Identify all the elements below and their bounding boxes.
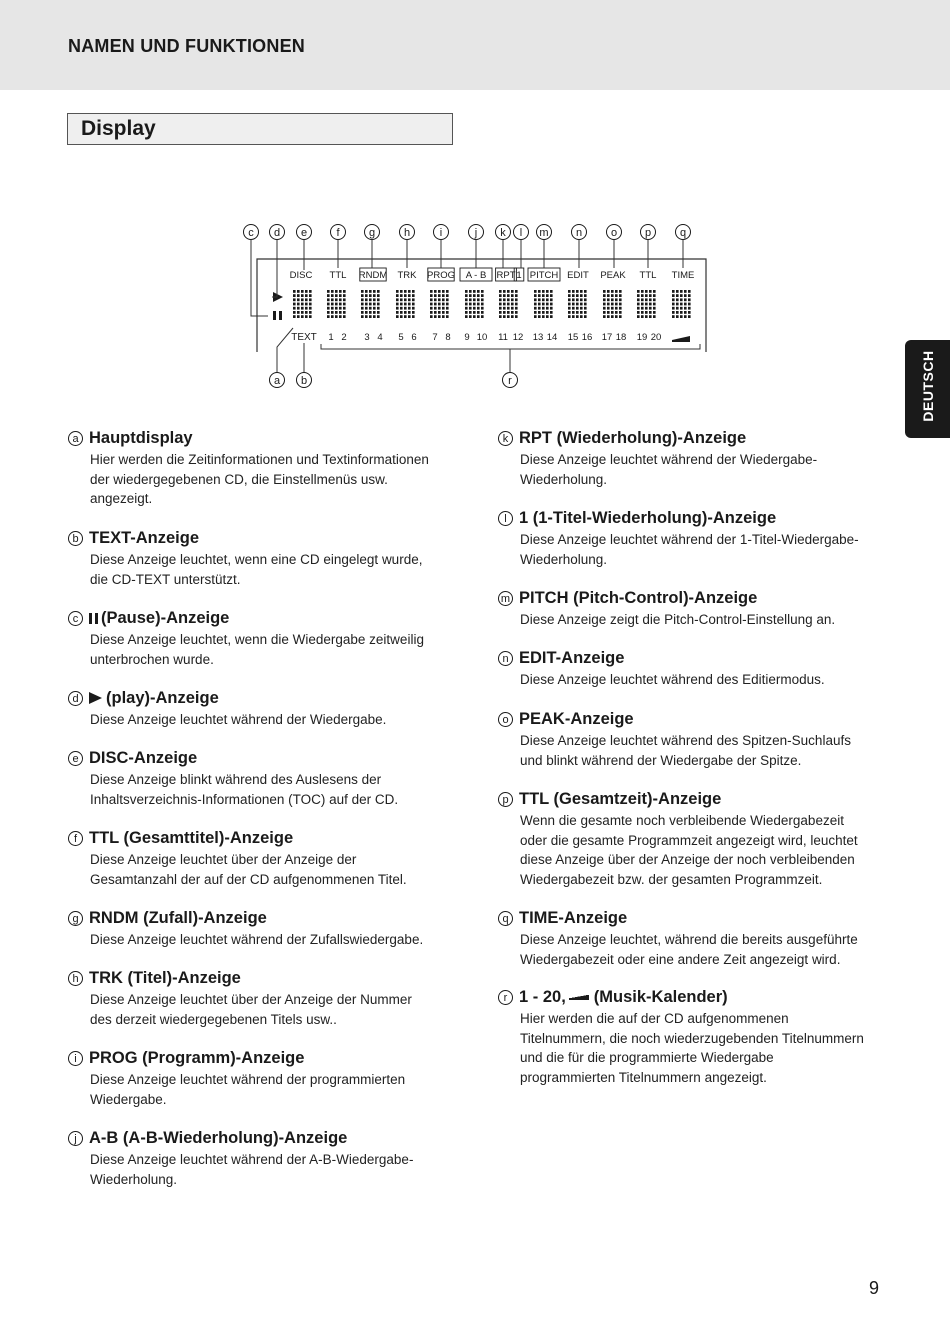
calendar-number-7: 7 [432, 332, 438, 343]
description-line: Diese Anzeige leuchtet über der Anzeige der Nummer [90, 992, 412, 1007]
legend-title: RNDM (Zufall)-Anzeige [89, 909, 267, 927]
indicator-rpt-6: RPT [496, 270, 516, 281]
callout-c: c [248, 227, 254, 239]
indicator-1-7: 1 [516, 270, 522, 281]
description-line: unterbrochen wurde. [90, 651, 214, 667]
description-line: Wenn die gesamte noch verbleibende Wiedergabezeit [520, 813, 844, 828]
description-line: der wiedergegebenen CD, die Einstellmenüs usw. [90, 471, 388, 487]
legend-item-p [502, 789, 890, 889]
description-line: angezeigt. [90, 491, 153, 506]
legend-item-heading [68, 968, 460, 988]
calendar-number-14: 14 [546, 332, 558, 343]
description-line: des derzeit wiedergegebenen Titels usw.. [90, 1011, 337, 1027]
legend-item-heading [498, 588, 890, 608]
legend-item-h [72, 968, 460, 1029]
legend-item-a [72, 428, 460, 509]
display-diagram [0, 0, 950, 400]
legend-description [90, 930, 460, 950]
legend-item-c [72, 608, 460, 669]
callout-l: l [519, 227, 523, 239]
calendar-number-19: 19 [636, 332, 648, 343]
matrix-char-4 [396, 290, 415, 318]
legend-marker-d: d [68, 691, 83, 706]
callout-e: e [300, 227, 308, 239]
legend-item-heading [68, 428, 460, 448]
calendar-number-10: 10 [476, 332, 488, 343]
legend-item-i [74, 1048, 460, 1109]
legend-title: Hauptdisplay [89, 429, 193, 447]
callout-f: f [336, 227, 340, 239]
legend-title: TTL (Gesamtzeit)-Anzeige [519, 790, 722, 808]
indicator-trk-3: TRK [397, 270, 417, 281]
description-line: Hier werden die Zeitinformationen und Textinformationen [90, 452, 429, 467]
indicator-disc-0: DISC [289, 270, 313, 281]
indicator-peak-10: PEAK [600, 270, 626, 281]
calendar-number-17: 17 [601, 332, 613, 343]
description-line: Diese Anzeige leuchtet während der Wiedergabe. [90, 712, 387, 727]
legend-item-f [73, 828, 460, 889]
calendar-number-1: 1 [328, 332, 334, 343]
legend-item-k [502, 428, 890, 489]
description-line: Wiedergabezeit oder eine andere Zeit angezeigt wird. [520, 951, 841, 967]
legend-description [90, 850, 460, 889]
legend-item-j [74, 1128, 460, 1189]
description-line: Wiederholung. [90, 1171, 178, 1187]
indicator-prog-4: PROG [427, 270, 455, 281]
legend-item-heading [498, 789, 890, 809]
calendar-number-5: 5 [398, 332, 404, 343]
legend-marker-r: r [498, 990, 513, 1005]
callout-r: r [508, 375, 512, 387]
page-number: 9 [869, 1278, 880, 1298]
description-line: programmierten Titelnummern angezeigt. [520, 1069, 767, 1085]
legend-marker-l: l [498, 511, 513, 526]
legend-item-heading [68, 908, 460, 928]
callout-b: b [300, 375, 308, 387]
indicator-rndm-2: RNDM [358, 270, 388, 281]
matrix-char-7 [499, 290, 518, 318]
description-line: Diese Anzeige leuchtet während des Spitzen-Suchlaufs [520, 733, 851, 748]
legend-item-heading [68, 748, 460, 768]
legend-marker-f: f [68, 831, 83, 846]
callout-o: o [610, 227, 618, 239]
description-line: Hier werden die auf der CD aufgenommenen [520, 1011, 789, 1026]
pause-icon [89, 613, 98, 624]
description-line: Diese Anzeige leuchtet während der 1-Titel-Wiedergabe- [520, 532, 859, 547]
legend-title: DISC-Anzeige [89, 749, 198, 767]
calendar-number-8: 8 [445, 332, 451, 343]
legend-item-heading [498, 428, 890, 448]
section-title: Display [81, 117, 156, 140]
leader-c [251, 240, 268, 316]
legend-marker-c: c [68, 611, 83, 626]
legend-description [520, 610, 890, 630]
calendar-arrow-icon [569, 994, 589, 1000]
description-line: Diese Anzeige leuchtet während der A-B-Wiedergabe- [90, 1152, 414, 1167]
header-title: NAMEN UND FUNKTIONEN [68, 36, 305, 56]
legend-item-heading [498, 987, 890, 1007]
calendar-number-20: 20 [650, 332, 662, 343]
indicator-ttl-1: TTL [329, 270, 347, 281]
calendar-arrow-glyph [672, 336, 690, 342]
matrix-char-10 [603, 290, 622, 318]
pause-indicator-bar-right [279, 311, 282, 320]
callout-k: k [500, 227, 506, 239]
legend-title: 1 - 20, [519, 988, 566, 1006]
calendar-number-18: 18 [615, 332, 627, 343]
callout-p: p [644, 227, 652, 239]
indicator-time-12: TIME [671, 270, 695, 281]
legend-item-l [504, 508, 890, 569]
legend-title: TEXT-Anzeige [89, 529, 200, 547]
calendar-number-15: 15 [567, 332, 579, 343]
legend-item-g [72, 908, 460, 950]
legend-item-q [502, 908, 890, 969]
legend-item-heading [68, 1048, 460, 1068]
legend-description [520, 731, 890, 770]
calendar-number-12: 12 [512, 332, 524, 343]
legend-item-heading [68, 1128, 460, 1148]
matrix-char-1 [293, 290, 312, 318]
legend-title: TTL (Gesamttitel)-Anzeige [89, 829, 294, 847]
calendar-number-3: 3 [364, 332, 370, 343]
legend-marker-e: e [68, 751, 83, 766]
description-line: und blinkt während der Wiedergabe der Spitze. [520, 752, 802, 768]
legend-title: A-B (A-B-Wiederholung)-Anzeige [89, 1129, 348, 1147]
matrix-char-8 [534, 290, 553, 318]
callout-a: a [273, 375, 281, 387]
legend-title: RPT (Wiederholung)-Anzeige [519, 429, 747, 447]
legend-item-heading [498, 508, 890, 528]
legend-marker-q: q [498, 911, 513, 926]
legend-item-heading [498, 908, 890, 928]
legend-description [90, 710, 460, 730]
indicator-pitch-8: PITCH [529, 270, 559, 281]
callout-g: g [368, 227, 376, 239]
calendar-number-9: 9 [464, 332, 470, 343]
description-line: Diese Anzeige leuchtet während des Editiermodus. [520, 672, 825, 687]
description-line: Wiederholung. [520, 551, 608, 567]
callout-d: d [273, 227, 281, 239]
calendar-number-4: 4 [377, 332, 383, 343]
legend-title: (Pause)-Anzeige [101, 609, 230, 627]
legend-marker-n: n [498, 651, 513, 666]
legend-item-heading [68, 688, 460, 708]
matrix-char-3 [361, 290, 380, 318]
legend-title: (play)-Anzeige [106, 689, 219, 707]
legend-item-e [72, 748, 460, 809]
legend-title: PROG (Programm)-Anzeige [89, 1049, 305, 1067]
legend-item-heading [498, 709, 890, 729]
legend-item-m [500, 588, 890, 630]
description-line: die CD-TEXT unterstützt. [90, 571, 241, 587]
legend-title: PEAK-Anzeige [519, 710, 634, 728]
text-indicator-label: TEXT [291, 332, 317, 343]
legend-marker-j: j [68, 1131, 83, 1146]
indicator-edit-9: EDIT [567, 270, 589, 281]
legend-description [520, 930, 890, 969]
legend-description [520, 811, 890, 889]
legend-title: TRK (Titel)-Anzeige [89, 969, 241, 987]
legend-marker-b: b [68, 531, 83, 546]
matrix-char-6 [465, 290, 484, 318]
legend-description [520, 1009, 890, 1087]
legend-marker-k: k [498, 431, 513, 446]
legend-marker-a: a [68, 431, 83, 446]
indicator-ttl-11: TTL [639, 270, 657, 281]
legend-item-o [502, 709, 890, 770]
description-line: Diese Anzeige leuchtet während der Wiedergabe- [520, 452, 818, 467]
matrix-char-9 [568, 290, 587, 318]
legend-marker-o: o [498, 712, 513, 727]
indicator-ab-5: A - B [465, 270, 487, 281]
legend-marker-i: i [68, 1051, 83, 1066]
description-line: Gesamtanzahl der auf der CD aufgenommenen Titel. [90, 871, 407, 887]
leader-d [272, 240, 277, 297]
description-line: Diese Anzeige leuchtet während der programmierten [90, 1072, 406, 1087]
legend-description [90, 770, 460, 809]
legend-item-heading [68, 608, 460, 628]
description-line: Diese Anzeige leuchtet über der Anzeige der [90, 852, 357, 867]
legend-item-heading [68, 828, 460, 848]
legend-marker-g: g [68, 911, 83, 926]
legend-description [90, 1150, 460, 1189]
legend-marker-m: m [498, 591, 513, 606]
callout-n: n [575, 227, 583, 239]
legend-description [90, 630, 460, 669]
legend-description [520, 670, 890, 690]
legend-description [90, 450, 460, 509]
description-line: Diese Anzeige leuchtet, während die bereits ausgeführte [520, 932, 858, 947]
calendar-number-11: 11 [498, 332, 508, 343]
calendar-number-16: 16 [581, 332, 593, 343]
matrix-char-12 [672, 290, 691, 318]
description-line: Wiederholung. [520, 471, 608, 487]
legend-title: PITCH (Pitch-Control)-Anzeige [519, 589, 758, 607]
legend-item-heading [498, 648, 890, 668]
description-line: Diese Anzeige leuchtet während der Zufallswiedergabe. [90, 932, 424, 947]
matrix-char-2 [327, 290, 346, 318]
legend-description [90, 990, 460, 1029]
calendar-bracket [321, 344, 700, 349]
legend-title: 1 (1-Titel-Wiederholung)-Anzeige [519, 509, 777, 527]
callout-i: i [439, 227, 443, 239]
description-line: und die für die programmierte Wiedergabe [520, 1050, 774, 1065]
legend-description [520, 450, 890, 489]
callout-m: m [539, 227, 549, 239]
callout-h: h [403, 227, 411, 239]
description-line: Titelnummern, die noch wiederzugebenden Titelnummern [520, 1030, 864, 1046]
legend-description [520, 530, 890, 569]
legend-description [90, 550, 460, 589]
calendar-number-6: 6 [411, 332, 417, 343]
pause-indicator-bar-left [273, 311, 276, 320]
description-line: Wiedergabezeit bzw. der gesamten Programmzeit. [520, 871, 823, 887]
legend-description [90, 1070, 460, 1109]
legend-item-heading [68, 528, 460, 548]
description-line: Diese Anzeige leuchtet, wenn eine CD eingelegt wurde, [90, 552, 423, 567]
description-line: Inhaltsverzeichnis-Informationen (TOC) auf der CD. [90, 791, 399, 807]
legend-item-n [502, 648, 890, 690]
description-line: Diese Anzeige leuchtet, wenn die Wiedergabe zeitweilig [90, 632, 424, 647]
legend-item-r [503, 987, 890, 1087]
matrix-char-11 [637, 290, 656, 318]
calendar-number-2: 2 [341, 332, 347, 343]
legend-marker-p: p [498, 792, 513, 807]
description-line: Diese Anzeige zeigt die Pitch-Control-Einstellung an. [520, 612, 836, 627]
description-line: Diese Anzeige blinkt während des Auslesens der [90, 772, 382, 787]
description-line: oder die gesamte Programmzeit angezeigt wird, leuchtet [520, 832, 858, 848]
legend-title: TIME-Anzeige [519, 909, 628, 927]
legend-title-suffix: (Musik-Kalender) [593, 988, 728, 1006]
callout-q: q [679, 227, 687, 239]
callout-j: j [474, 227, 478, 239]
legend-marker-h: h [68, 971, 83, 986]
legend-item-d [72, 688, 460, 730]
legend-title: EDIT-Anzeige [519, 649, 625, 667]
description-line: diese Anzeige über der Anzeige der noch verbleibenden [520, 852, 855, 867]
matrix-char-5 [430, 290, 449, 318]
play-icon [89, 692, 102, 704]
legend-item-b [72, 528, 460, 589]
description-line: Wiedergabe. [90, 1091, 167, 1107]
calendar-number-13: 13 [532, 332, 544, 343]
language-tab-label: DEUTSCH [920, 350, 936, 422]
